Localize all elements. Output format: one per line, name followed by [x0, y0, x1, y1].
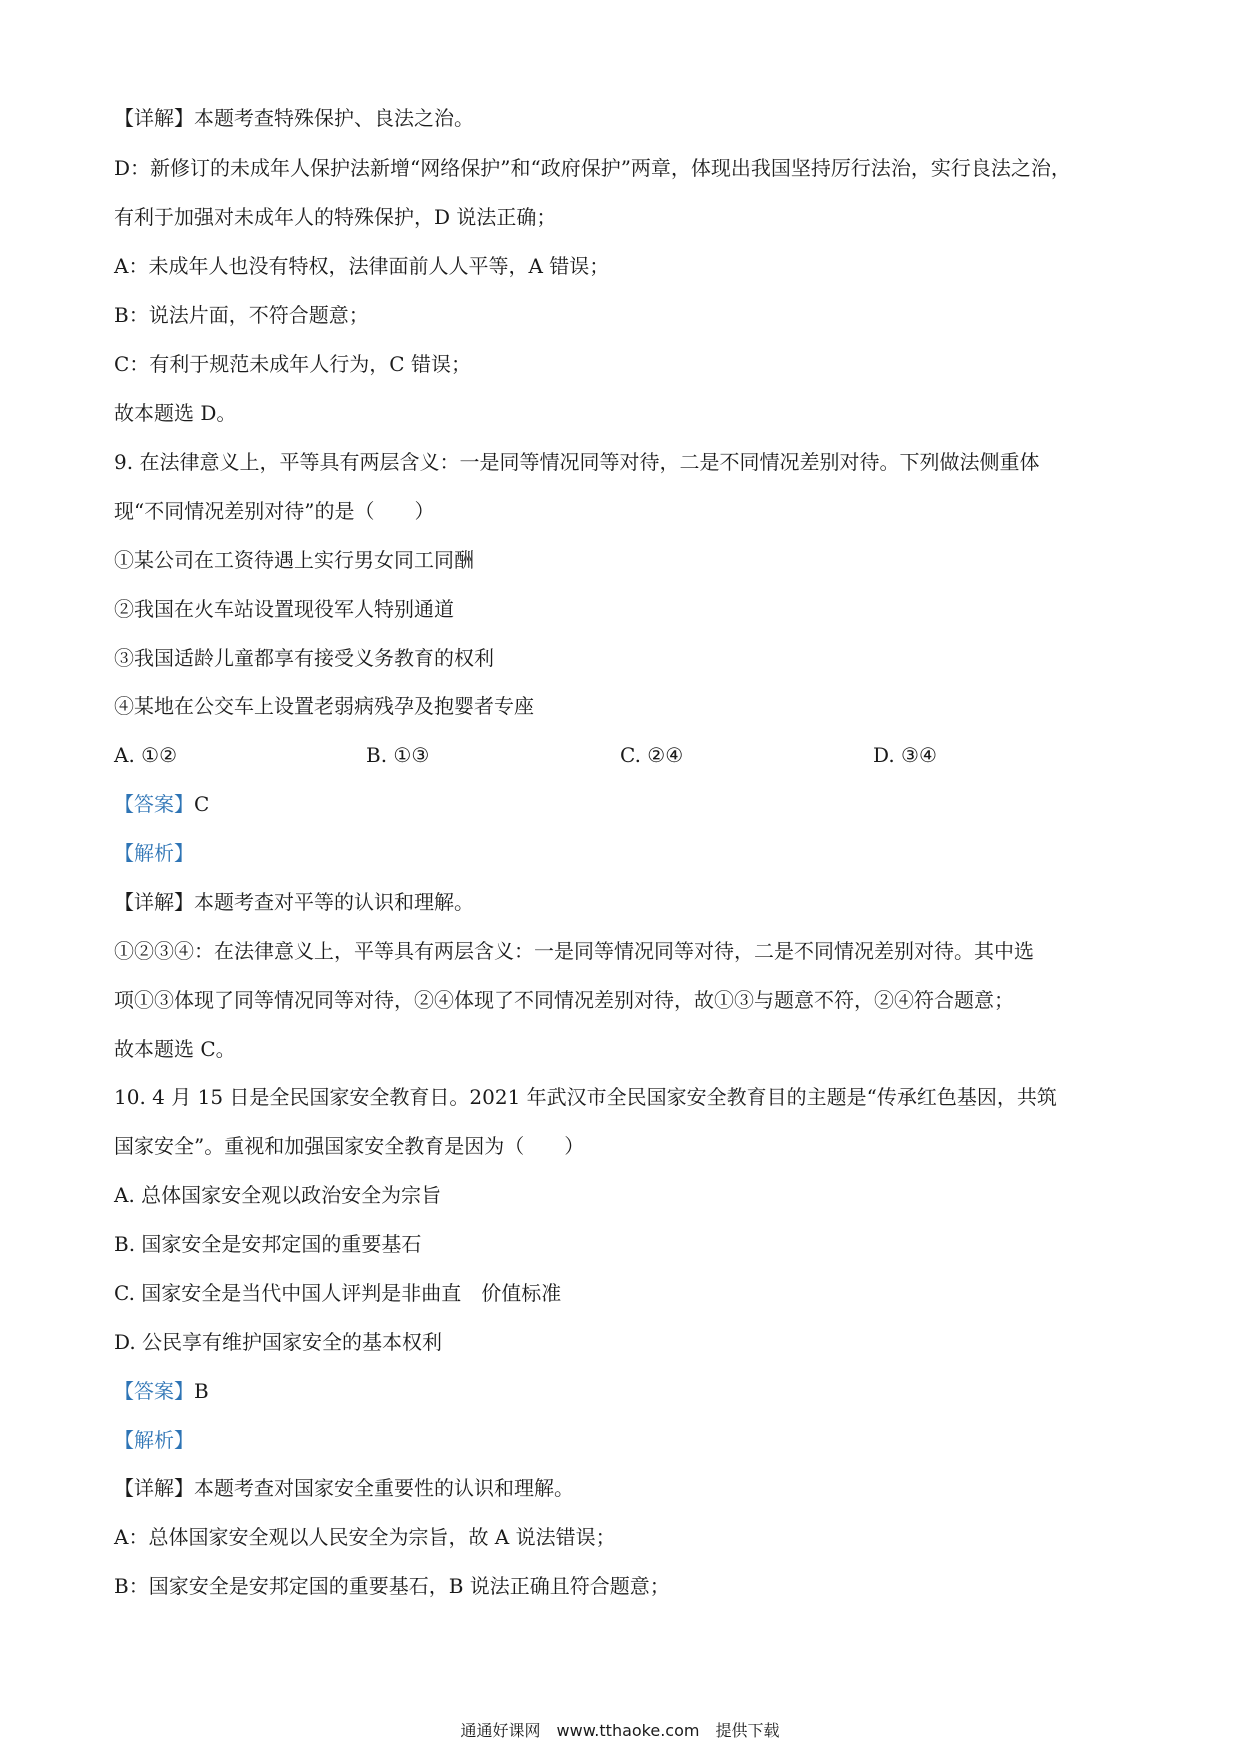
q10-option-a: A. 总体国家安全观以政治安全为宗旨 [114, 1183, 442, 1207]
q9-statement: ④某地在公交车上设置老弱病残孕及抱婴者专座 [114, 694, 534, 718]
q10-explanation: A：总体国家安全观以人民安全为宗旨，故 A 说法错误； [114, 1525, 616, 1549]
q10-detail: 【详解】本题考查对国家安全重要性的认识和理解。 [114, 1476, 574, 1500]
q10-analysis-heading [114, 1426, 1130, 1454]
text-line: A：未成年人也没有特权，法律面前人人平等，A 错误； [114, 254, 610, 278]
text-line: D：新修订的未成年人保护法新增“网络保护”和“政府保护”两章，体现出我国坚持厉行法治，实行良法之治， [114, 156, 1071, 180]
q9-analysis-heading [114, 839, 1130, 867]
text-line: B：说法片面，不符合题意； [114, 303, 369, 327]
q10-option-b: B. 国家安全是安邦定国的重要基石 [114, 1232, 422, 1256]
q9-stem: 9. 在法律意义上，平等具有两层含义：一是同等情况同等对待，二是不同情况差别对待。下列做法侧重体 [114, 450, 1040, 474]
q10-answer [114, 1377, 1130, 1405]
q9-option-c: C. ②④ [620, 743, 684, 767]
q10-stem: 10. 4 月 15 日是全民国家安全教育日。2021 年武汉市全民国家安全教育目的主题是“传承红色基因，共筑 [114, 1085, 1057, 1109]
answer-value: B [194, 1379, 209, 1403]
q9-explanation: 项①③体现了同等情况同等对待，②④体现了不同情况差别对待，故①③与题意不符，②④符合题意； [114, 988, 1014, 1012]
analysis-tag: 【解析】 [114, 1428, 194, 1452]
text-line: C：有利于规范未成年人行为，C 错误； [114, 352, 471, 376]
q9-option-b: B. ①③ [366, 743, 430, 767]
q9-detail: 【详解】本题考查对平等的认识和理解。 [114, 890, 474, 914]
answer-tag: 【答案】 [114, 792, 194, 816]
analysis-tag: 【解析】 [114, 841, 194, 865]
q9-statement: ③我国适龄儿童都享有接受义务教育的权利 [114, 646, 494, 670]
q10-stem: 国家安全”。重视和加强国家安全教育是因为（ ） [114, 1134, 585, 1158]
q10-option-d: D. 公民享有维护国家安全的基本权利 [114, 1330, 443, 1354]
detail-tag: 【详解】 [114, 106, 194, 130]
q9-option-a: A. ①② [114, 743, 178, 767]
q9-explanation: 故本题选 C。 [114, 1037, 236, 1061]
q9-option-d: D. ③④ [873, 743, 937, 767]
q10-option-c: C. 国家安全是当代中国人评判是非曲直 价值标准 [114, 1281, 562, 1305]
q9-answer [114, 790, 1130, 818]
q9-stem: 现“不同情况差别对待”的是（ ） [114, 499, 435, 523]
answer-value: C [194, 792, 210, 816]
detail-tag: 【详解】 [114, 1476, 194, 1500]
q9-statement: ①某公司在工资待遇上实行男女同工同酬 [114, 548, 474, 572]
q9-statement: ②我国在火车站设置现役军人特别通道 [114, 597, 454, 621]
q9-explanation: ①②③④：在法律意义上，平等具有两层含义：一是同等情况同等对待，二是不同情况差别对待。其中选 [114, 939, 1034, 963]
page-footer: 通通好课网 www.tthaoke.com 提供下载 [460, 1721, 780, 1740]
answer-tag: 【答案】 [114, 1379, 194, 1403]
text-line: 故本题选 D。 [114, 401, 237, 425]
detail-line: 【详解】本题考查特殊保护、良法之治。 [114, 106, 474, 130]
q10-explanation: B：国家安全是安邦定国的重要基石，B 说法正确且符合题意； [114, 1574, 670, 1598]
text-line: 有利于加强对未成年人的特殊保护，D 说法正确； [114, 205, 557, 229]
detail-tag: 【详解】 [114, 890, 194, 914]
